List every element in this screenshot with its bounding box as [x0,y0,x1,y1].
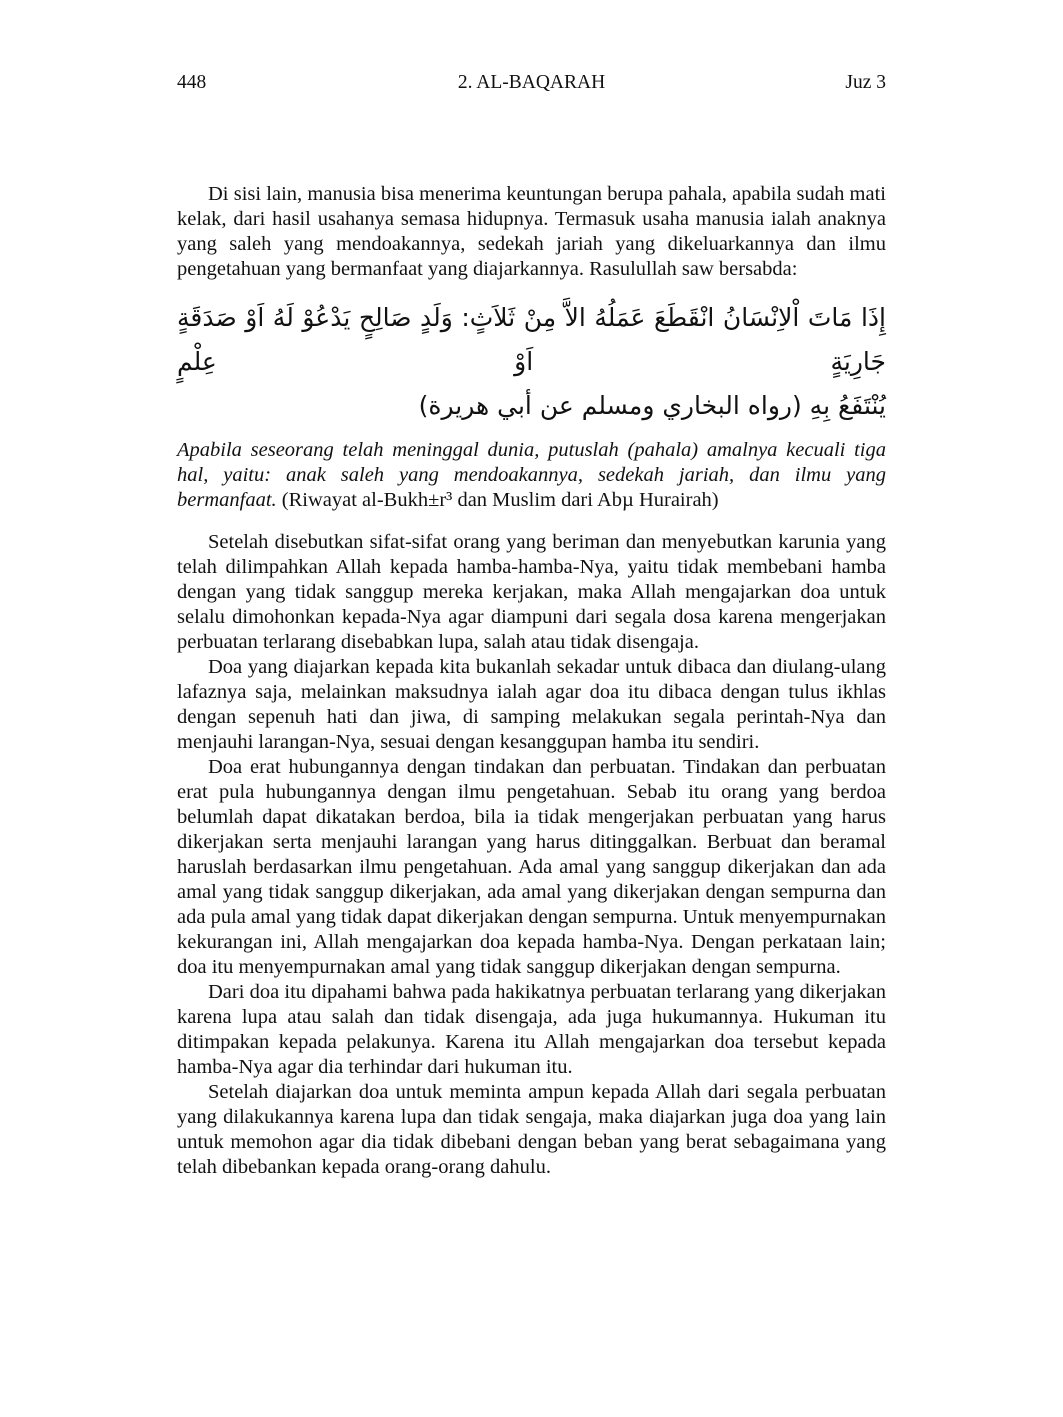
body-paragraph: Dari doa itu dipahami bahwa pada hakikatnya perbuatan terlarang yang dikerjakan karena lupa atau salah dan tidak disengaja, ada juga hukumannya. Hukuman itu ditimpakan kepada pelakunya. Karena itu Allah mengajarkan doa tersebut kepada hamba-Nya agar dia terhindar dari hukuman itu. [177,981,886,1078]
translation-text: Apabila seseorang telah meninggal dunia, putuslah (pahala) amalnya kecuali tiga hal, yaitu: anak saleh yang mendoakannya, sedekah jariah, dan ilmu yang bermanfaat. [177,439,886,511]
body-paragraph: Doa erat hubungannya dengan tindakan dan perbuatan. Tindakan dan perbuatan erat pula hubungannya dengan ilmu pengetahuan. Sebab itu orang yang berdoa belumlah dapat dikatakan berdoa, bila ia tidak mengerjakan perbuatan yang harus dikerjakan serta menjauhi larangan yang harus ditinggalkan. Berbuat dan beramal haruslah berdasarkan ilmu pengetahuan. Ada amal yang sanggup dikerjakan dan ada amal yang tidak sanggup dikerjakan, ada amal yang dikerjakan dengan sempurna dan ada pula amal yang tidak dapat dikerjakan dengan sempurna. Untuk menyempurnakan kekurangan ini, Allah mengajarkan doa kepada hamba-Nya. Dengan perkataan lain; doa itu menyempurnakan amal yang tidak sanggup dikerjakan dengan sempurna. [177,756,886,978]
surah-title: 2. AL-BAQARAH [457,72,606,93]
hadith-translation [177,438,886,513]
body-paragraph: Setelah diajarkan doa untuk meminta ampun kepada Allah dari segala perbuatan yang dilakukannya karena lupa dan tidak sengaja, maka diajarkan juga doa yang lain untuk memohon agar dia tidak dibebani dengan beban yang berat sebagaimana yang telah dibebankan kepada orang-orang dahulu. [177,1081,886,1178]
juz-label: Juz 3 [845,72,886,93]
body-paragraph: Doa yang diajarkan kepada kita bukanlah sekadar untuk dibaca dan diulang-ulang lafaznya saja, melainkan maksudnya ialah agar doa itu dibaca dengan tulus ikhlas dengan sepenuh hati dan jiwa, di samping melakukan segala perintah-Nya dan menjauhi larangan-Nya, sesuai dengan kesanggupan hamba itu sendiri. [177,656,886,753]
page-header [177,72,886,98]
translation-source: (Riwayat al-Bukh±r³ dan Muslim dari Abµ Hurairah) [276,489,719,511]
page-content [177,182,886,1180]
hadith-arabic [177,296,886,428]
intro-paragraph: Di sisi lain, manusia bisa menerima keuntungan berupa pahala, apabila sudah mati kelak, dari hasil usahanya semasa hidupnya. Termasuk usaha manusia ialah anaknya yang saleh yang mendoakannya, sedekah jariah yang dikeluarkannya dan ilmu pengetahuan yang bermanfaat yang diajarkannya. Rasulullah saw bersabda: [177,183,886,280]
hadith-arabic-line-2: يُنْتَفَعُ بِهِ (رواه البخاري ومسلم عن أبي هريرة) [418,391,886,420]
body-paragraph: Setelah disebutkan sifat-sifat orang yang beriman dan menyebutkan karunia yang telah dilimpahkan Allah kepada hamba-hamba-Nya, yaitu tidak membebani hamba dengan yang tidak sanggup mereka kerjakan, maka Allah mengajarkan doa untuk selalu dimohonkan kepada-Nya agar diampuni dari segala dosa karena mengerjakan perbuatan terlarang disebabkan lupa, salah atau tidak disengaja. [177,531,886,653]
hadith-arabic-line-1: إِذَا مَاتَ اْلاِنْسَانُ انْقَطَعَ عَمَلُهُ الاَّ مِنْ ثَلاَثٍ: وَلَدٍ صَالِحٍ يَدْعُوْ لَهُ اَوْ صَدَقَةٍ جَارِيَةٍ اَوْ عِلْمٍ [177,303,886,376]
page-number: 448 [177,72,207,93]
